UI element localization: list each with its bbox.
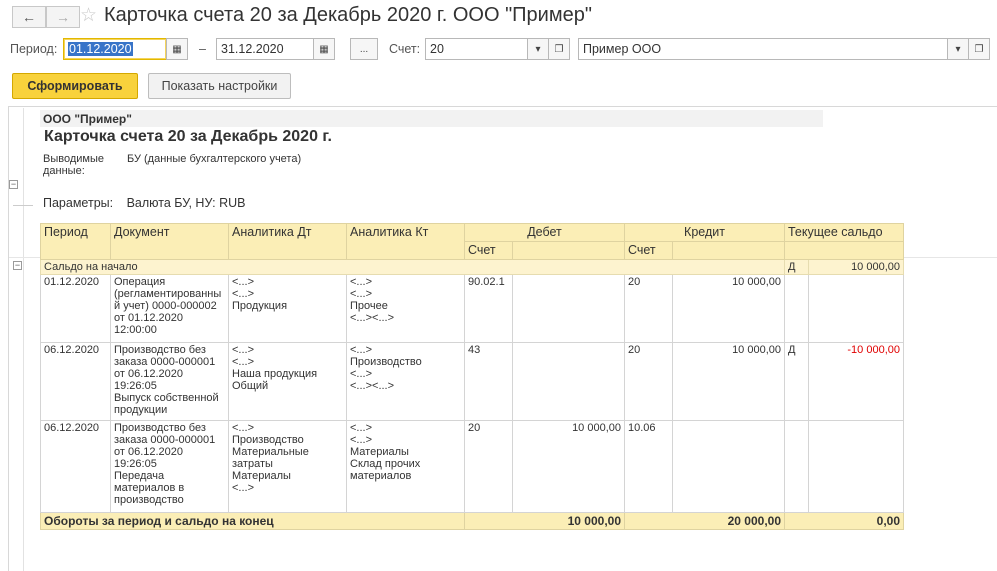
cell-analytics-dt-line: Общий [232,380,269,392]
date-from-field[interactable] [63,38,167,60]
cell-document-line: Производство без [114,422,206,434]
group-bracket [13,205,33,206]
cell-analytics-dt-line: <...> [232,288,255,300]
opening-balance-amount: 10 000,00 [809,260,904,275]
favorite-star-icon[interactable]: ☆ [80,5,98,26]
cell-period: 06.12.2020 [41,343,111,421]
cell-analytics-dt-line: <...> [232,356,255,368]
cell-analytics-dt-line: Производство [232,434,304,446]
cell-document-line: Производство без [114,344,206,356]
cell-document-line: от 06.12.2020 [114,368,184,380]
generate-button[interactable]: Сформировать [12,73,138,99]
cell-analytics-kt-line: <...><...> [350,312,395,324]
cell-document-line: производство [114,494,184,506]
cell-debit-account: 20 [465,421,513,513]
cell-balance-amount [809,421,904,513]
header-debit-amount [513,242,625,260]
cell-analytics-kt [347,421,465,513]
cell-document-line: й учет) 0000-000002 [114,300,217,312]
totals-balance: 0,00 [785,513,904,530]
organization-open-button[interactable] [968,38,990,60]
header-period: Период [41,224,111,260]
cell-period: 01.12.2020 [41,275,111,343]
date-to-value: 31.12.2020 [221,42,284,56]
cell-credit-amount: 10 000,00 [673,343,785,421]
cell-document-line: от 01.12.2020 [114,312,184,324]
cell-balance-dk [785,421,809,513]
cell-analytics-kt-line: <...> [350,422,373,434]
cell-analytics-kt-line: <...> [350,288,373,300]
header-credit: Кредит [625,224,785,242]
totals-credit: 20 000,00 [625,513,785,530]
cell-analytics-kt-line: <...> [350,368,373,380]
cell-analytics-dt-line: Материальные [232,446,309,458]
totals-debit: 10 000,00 [465,513,625,530]
table-row[interactable] [41,275,904,343]
cell-analytics-dt-line: Наша продукция [232,368,318,380]
chevron-down-icon: ▾ [535,43,541,55]
period-label: Период: [10,42,58,56]
arrow-left-icon: ← [22,9,36,25]
cell-analytics-dt [229,275,347,343]
cell-credit-amount: 10 000,00 [673,275,785,343]
cell-debit-amount [513,275,625,343]
date-to-field[interactable] [216,38,314,60]
account-card-table [40,223,904,530]
totals-label: Обороты за период и сальдо на конец [41,513,465,530]
header-balance-sub [785,242,904,260]
cell-analytics-kt-line: Прочее [350,300,388,312]
cell-document-line: Передача [114,470,165,482]
output-value: БУ (данные бухгалтерского учета) [127,153,302,165]
back-button[interactable] [12,6,46,28]
cell-analytics-kt-line: <...> [350,434,373,446]
header-balance: Текущее сальдо [785,224,904,242]
cell-document-line: материалов в [114,482,185,494]
organization-value: Пример ООО [583,42,662,56]
cell-analytics-kt-line: материалов [350,470,412,482]
cell-analytics-dt-line: Продукция [232,300,288,312]
header-credit-amount [673,242,785,260]
output-label-line2: данные: [43,165,85,177]
cell-analytics-kt-line: <...><...> [350,380,395,392]
organization-dropdown-button[interactable] [947,38,969,60]
date-range-dash: – [199,42,206,56]
cell-analytics-kt [347,275,465,343]
cell-analytics-dt-line: затраты [232,458,273,470]
account-dropdown-button[interactable] [527,38,549,60]
cell-balance-dk [785,275,809,343]
cell-document-line: от 06.12.2020 [114,446,184,458]
opening-balance-dk: Д [785,260,809,275]
date-to-calendar-button[interactable] [313,38,335,60]
group-line [23,108,24,571]
cell-document-line: 19:26:05 [114,380,157,392]
open-window-icon: ❐ [554,43,564,55]
cell-balance-amount: -10 000,00 [809,343,904,421]
cell-analytics-kt-line: <...> [350,344,373,356]
cell-credit-amount [673,421,785,513]
open-window-icon: ❐ [974,43,984,55]
cell-analytics-dt-line: <...> [232,422,255,434]
cell-analytics-dt [229,343,347,421]
forward-button[interactable] [46,6,80,28]
cell-analytics-dt [229,421,347,513]
cell-credit-account: 20 [625,275,673,343]
collapse-rows-toggle[interactable]: − [14,260,21,270]
cell-debit-amount [513,343,625,421]
cell-period: 06.12.2020 [41,421,111,513]
cell-document [111,343,229,421]
cell-analytics-kt-line: Производство [350,356,422,368]
header-document: Документ [111,224,229,260]
header-debit-account: Счет [465,242,513,260]
parameters-line [43,196,245,210]
parameters-value: Валюта БУ, НУ: RUB [126,196,246,210]
cell-document-line: 12:00:00 [114,324,157,336]
window-title: Карточка счета 20 за Декабрь 2020 г. ООО "Пример" [104,4,592,26]
account-label: Счет: [389,42,421,56]
cell-document-line: Выпуск собственной [114,392,219,404]
table-row[interactable] [41,421,904,513]
cell-analytics-kt [347,343,465,421]
cell-document-line: 19:26:05 [114,458,157,470]
date-from-calendar-button[interactable] [166,38,188,60]
cell-document [111,275,229,343]
calendar-icon: ▦ [172,43,182,55]
output-label-line1: Выводимые [43,153,104,165]
cell-analytics-dt-line: <...> [232,276,255,288]
cell-balance-dk: Д [785,343,809,421]
cell-document-line: заказа 0000-000001 [114,434,216,446]
show-settings-button[interactable]: Показать настройки [148,73,291,99]
table-row[interactable] [41,343,904,421]
date-from-value: 01.12.2020 [69,42,132,56]
calendar-icon: ▦ [319,43,329,55]
totals-row[interactable] [41,513,904,530]
cell-balance-amount [809,275,904,343]
cell-document [111,421,229,513]
cell-analytics-kt-line: Материалы [350,446,409,458]
account-open-button[interactable] [548,38,570,60]
cell-document-line: продукции [114,404,168,416]
period-select-button[interactable] [350,38,378,60]
cell-debit-amount: 10 000,00 [513,421,625,513]
collapse-header-toggle[interactable]: − [10,179,17,189]
cell-document-line: Операция [114,276,166,288]
chevron-down-icon: ▾ [955,43,961,55]
cell-analytics-kt-line: <...> [350,276,373,288]
cell-analytics-dt-line: <...> [232,344,255,356]
ellipsis-label: ... [359,43,369,55]
cell-analytics-kt-line: Склад прочих [350,458,421,470]
header-analytics-dt: Аналитика Дт [229,224,347,260]
cell-analytics-dt-line: Материалы [232,470,291,482]
opening-balance-label: Сальдо на начало [41,260,785,275]
cell-credit-account: 10.06 [625,421,673,513]
cell-analytics-dt-line: <...> [232,482,255,494]
cell-document-line: (регламентированны [114,288,222,300]
report-organization: ООО "Пример" [40,110,823,127]
account-field[interactable] [425,38,528,60]
header-debit: Дебет [465,224,625,242]
opening-balance-row[interactable] [41,260,904,275]
cell-credit-account: 20 [625,343,673,421]
cell-document-line: заказа 0000-000001 [114,356,216,368]
account-value: 20 [430,42,444,56]
header-analytics-kt: Аналитика Кт [347,224,465,260]
header-credit-account: Счет [625,242,673,260]
cell-debit-account: 43 [465,343,513,421]
report-title: Карточка счета 20 за Декабрь 2020 г. [44,128,332,145]
cell-debit-account: 90.02.1 [465,275,513,343]
parameters-label: Параметры: [43,196,114,210]
arrow-right-icon: → [56,9,70,25]
organization-field[interactable] [578,38,948,60]
report-spreadsheet[interactable] [8,106,997,571]
